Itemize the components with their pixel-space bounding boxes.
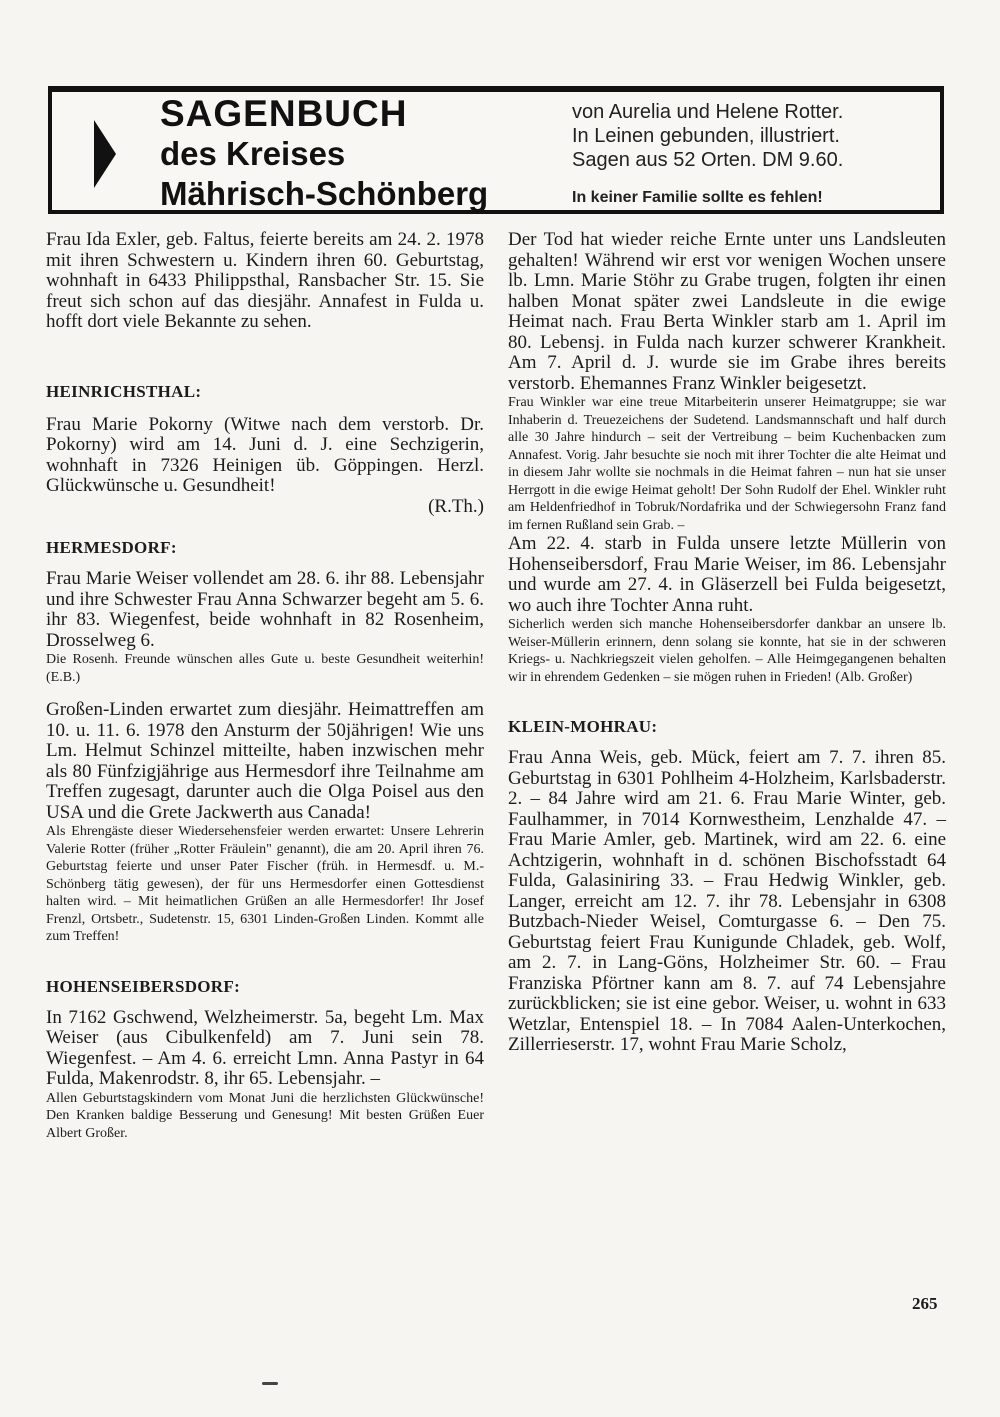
ad-title-line1: SAGENBUCH [160, 93, 408, 134]
note-hohenseibersdorfer: Sicherlich werden sich manche Hohenseibersdorfer dankbar an unsere lb. Weiser-Müllerin erinnern, denn solang sie konnte, hat sie in der schweren Kriegs- u. Nachkriegszeit vielen geholfen. – Alle Heimgegangenen behalten wir in ehrendem Gedenken – sie mögen ruhen in Frieden! (Alb. Großer) [508, 617, 946, 685]
ad-tagline: In keiner Familie sollte es fehlen! [572, 189, 823, 206]
paragraph-marie-weiser: Frau Marie Weiser vollendet am 28. 6. ihr 88. Lebensjahr und ihre Schwester Frau Anna Schwarzer begeht am 5. 6. ihr 83. Wiegenfest, beide wohnhaft in 82 Rosenheim, Drosselweg 6. [46, 568, 484, 651]
paragraph-letzte-muellerin: Am 22. 4. starb in Fulda unsere letzte Müllerin von Hohenseibersdorf, Frau Marie Weiser, im 86. Lebensjahr und wurde am 27. 4. in Gläserzell bei Fulda beigesetzt, wo auch ihre Tochter Anna ruht. [508, 533, 946, 616]
advertisement-box [48, 86, 944, 214]
paragraph-max-weiser: In 7162 Gschwend, Welzheimerstr. 5a, begeht Lm. Max Weiser (aus Cibulkenfeld) am 7. Juni sein 78. Wiegenfest. – Am 4. 6. erreicht Lmn. Anna Pastyr in 64 Fulda, Makenrodstr. 8, ihr 65. Lebensjahr. – [46, 1006, 484, 1089]
ad-info [572, 100, 932, 210]
ad-title-line3: Mährisch-Schönberg [160, 175, 489, 212]
note-ehrengaeste: Als Ehrengäste dieser Wiedersehensfeier werden erwartet: Unsere Lehrerin Valerie Rotter (früher „Rotter Fräulein" genannt), die am 20. April ihren 76. Geburtstag feierte und unser Pater Fischer (früh. in Hermesdf. u. M.-Schönberg tätig gewesen), der für uns Hermesdorfer einen Gottesdienst halten wird. – Mit heimatlichen Grüßen an alle Hermesdorfer! Ihr Josef Frenzl, Ortsbetr., Sudetenstr. 15, 6301 Linden-Großen Linden. Kommt alle zum Treffen! [46, 824, 484, 944]
heading-klein-mohrau: KLEIN-MOHRAU: [508, 717, 658, 736]
note-rosenheim: Die Rosenh. Freunde wünschen alles Gute u. beste Gesundheit weiterhin! (E.B.) [46, 652, 484, 685]
signature-rth: (R.Th.) [428, 495, 484, 517]
ad-title-line2: des Kreises [160, 135, 346, 172]
left-column [46, 228, 484, 1142]
heading-hermesdorf: HERMESDORF: [46, 538, 177, 557]
right-column [508, 228, 946, 1056]
arrow-icon [94, 120, 116, 188]
paragraph-anna-weis: Frau Anna Weis, geb. Mück, feiert am 7. 7. ihren 85. Geburtstag in 6301 Pohlheim 4-Holzheim, Karlsbaderstr. 2. – 84 Jahre wird am 21. 6. Frau Marie Winter, geb. Faulhammer, in 7014 Kornwestheim, Lenzhalde 47. – Frau Marie Amler, geb. Martinek, wird am 22. 6. eine Achtzigerin, wohnhaft in d. schönen Bischofsstadt 64 Fulda, Galasiniring 33. – Frau Hedwig Winkler, geb. Langer, erreicht am 12. 7. ihr 78. Lebensjahr in 6308 Butzbach-Nieder Weisel, Comturgasse 6. – Den 75. Geburtstag feiert Frau Kunigunde Chladek, geb. Wolf, am 2. 7. in Lang-Göns, Holzheimer Str. 60. – Frau Franziska Pförtner kann am 8. 7. auf 74 Lebensjahre zurückblicken; sie ist eine gebor. Weiser, u. wohnt in 633 Wetzlar, Entenspiel 18. – In 7084 Aalen-Unterkochen, Zillerrieserstr. 17, wohnt Frau Marie Scholz, [508, 747, 946, 1055]
ad-info-line1: von Aurelia und Helene Rotter. [572, 101, 844, 123]
heading-hohenseibersdorf: HOHENSEIBERSDORF: [46, 976, 241, 996]
ad-info-line2: In Leinen gebunden, illustriert. [572, 125, 840, 147]
ad-info-line3: Sagen aus 52 Orten. DM 9.60. [572, 149, 844, 171]
heading-heinrichsthal: HEINRICHSTHAL: [46, 381, 202, 401]
page-number: 265 [912, 1294, 938, 1313]
print-mark [262, 1382, 278, 1385]
paragraph-heimattreffen: Großen-Linden erwartet zum diesjähr. Heimattreffen am 10. u. 11. 6. 1978 den Ansturm der 50jährigen! Wie uns Lm. Helmut Schinzel mitteilte, haben inzwischen mehr als 80 Fünfzigjährige aus Hermesdorf ihre Teilnahme am Treffen zugesagt, darunter auch die Olga Poisel aus den USA und die Grete Jackwerth aus Canada! [46, 699, 484, 823]
note-frau-winkler: Frau Winkler war eine treue Mitarbeiterin unserer Heimatgruppe; sie war Inhaberin d. Treuezeichens der Sudetend. Landsmannschaft und half durch alle 30 Jahre hindurch – seit der Vertreibung – beim Kuchenbacken zum Annafest. Vorig. Jahr besuchte sie noch mit ihrer Tochter die alte Heimat und in diesem Jahr wollte sie nochmals in die Heimat fahren – nun hat sie unser Herrgott in die ewige Heimat geholt! Der Sohn Rudolf der Ehel. Winkler ruht am Heldenfriedhof in Tobruk/Nordafrika und der Schwiegersohn Franz fand im fernen Rußland sein Grab. – [508, 395, 946, 533]
ad-title [160, 94, 488, 214]
paragraph-ida-exler: Frau Ida Exler, geb. Faltus, feierte bereits am 24. 2. 1978 mit ihren Schwestern u. Kindern ihren 60. Geburtstag, wohnhaft in 6433 Philippsthal, Ransbacher Str. 15. Sie freut sich schon auf das diesjähr. Annafest in Fulda u. hofft dort viele Bekannte zu sehen. [46, 229, 484, 332]
paragraph-marie-pokorny: Frau Marie Pokorny (Witwe nach dem verstorb. Dr. Pokorny) wird am 14. Juni d. J. eine Sechzigerin, wohnhaft in 7326 Heinigen üb. Göppingen. Herzl. Glückwünsche u. Gesundheit! [46, 413, 484, 496]
note-geburtstagskinder: Allen Geburtstagskindern vom Monat Juni die herzlichsten Glückwünsche! Den Kranken baldige Besserung und Genesung! Mit besten Grüßen Euer Albert Großer. [46, 1090, 484, 1141]
paragraph-der-tod: Der Tod hat wieder reiche Ernte unter uns Landsleuten gehalten! Während wir erst vor wenigen Wochen unsere lb. Lmn. Marie Stöhr zu Grabe trugen, folgten ihr einen halben Monat später zwei Landsleute in die ewige Heimat nach. Frau Berta Winkler starb am 1. April im 80. Lebensj. in Fulda nach kurzer schwerer Krankheit. Am 7. April d. J. wurde sie im Grabe ihres bereits verstorb. Ehemannes Franz Winkler beigesetzt. [508, 229, 946, 394]
